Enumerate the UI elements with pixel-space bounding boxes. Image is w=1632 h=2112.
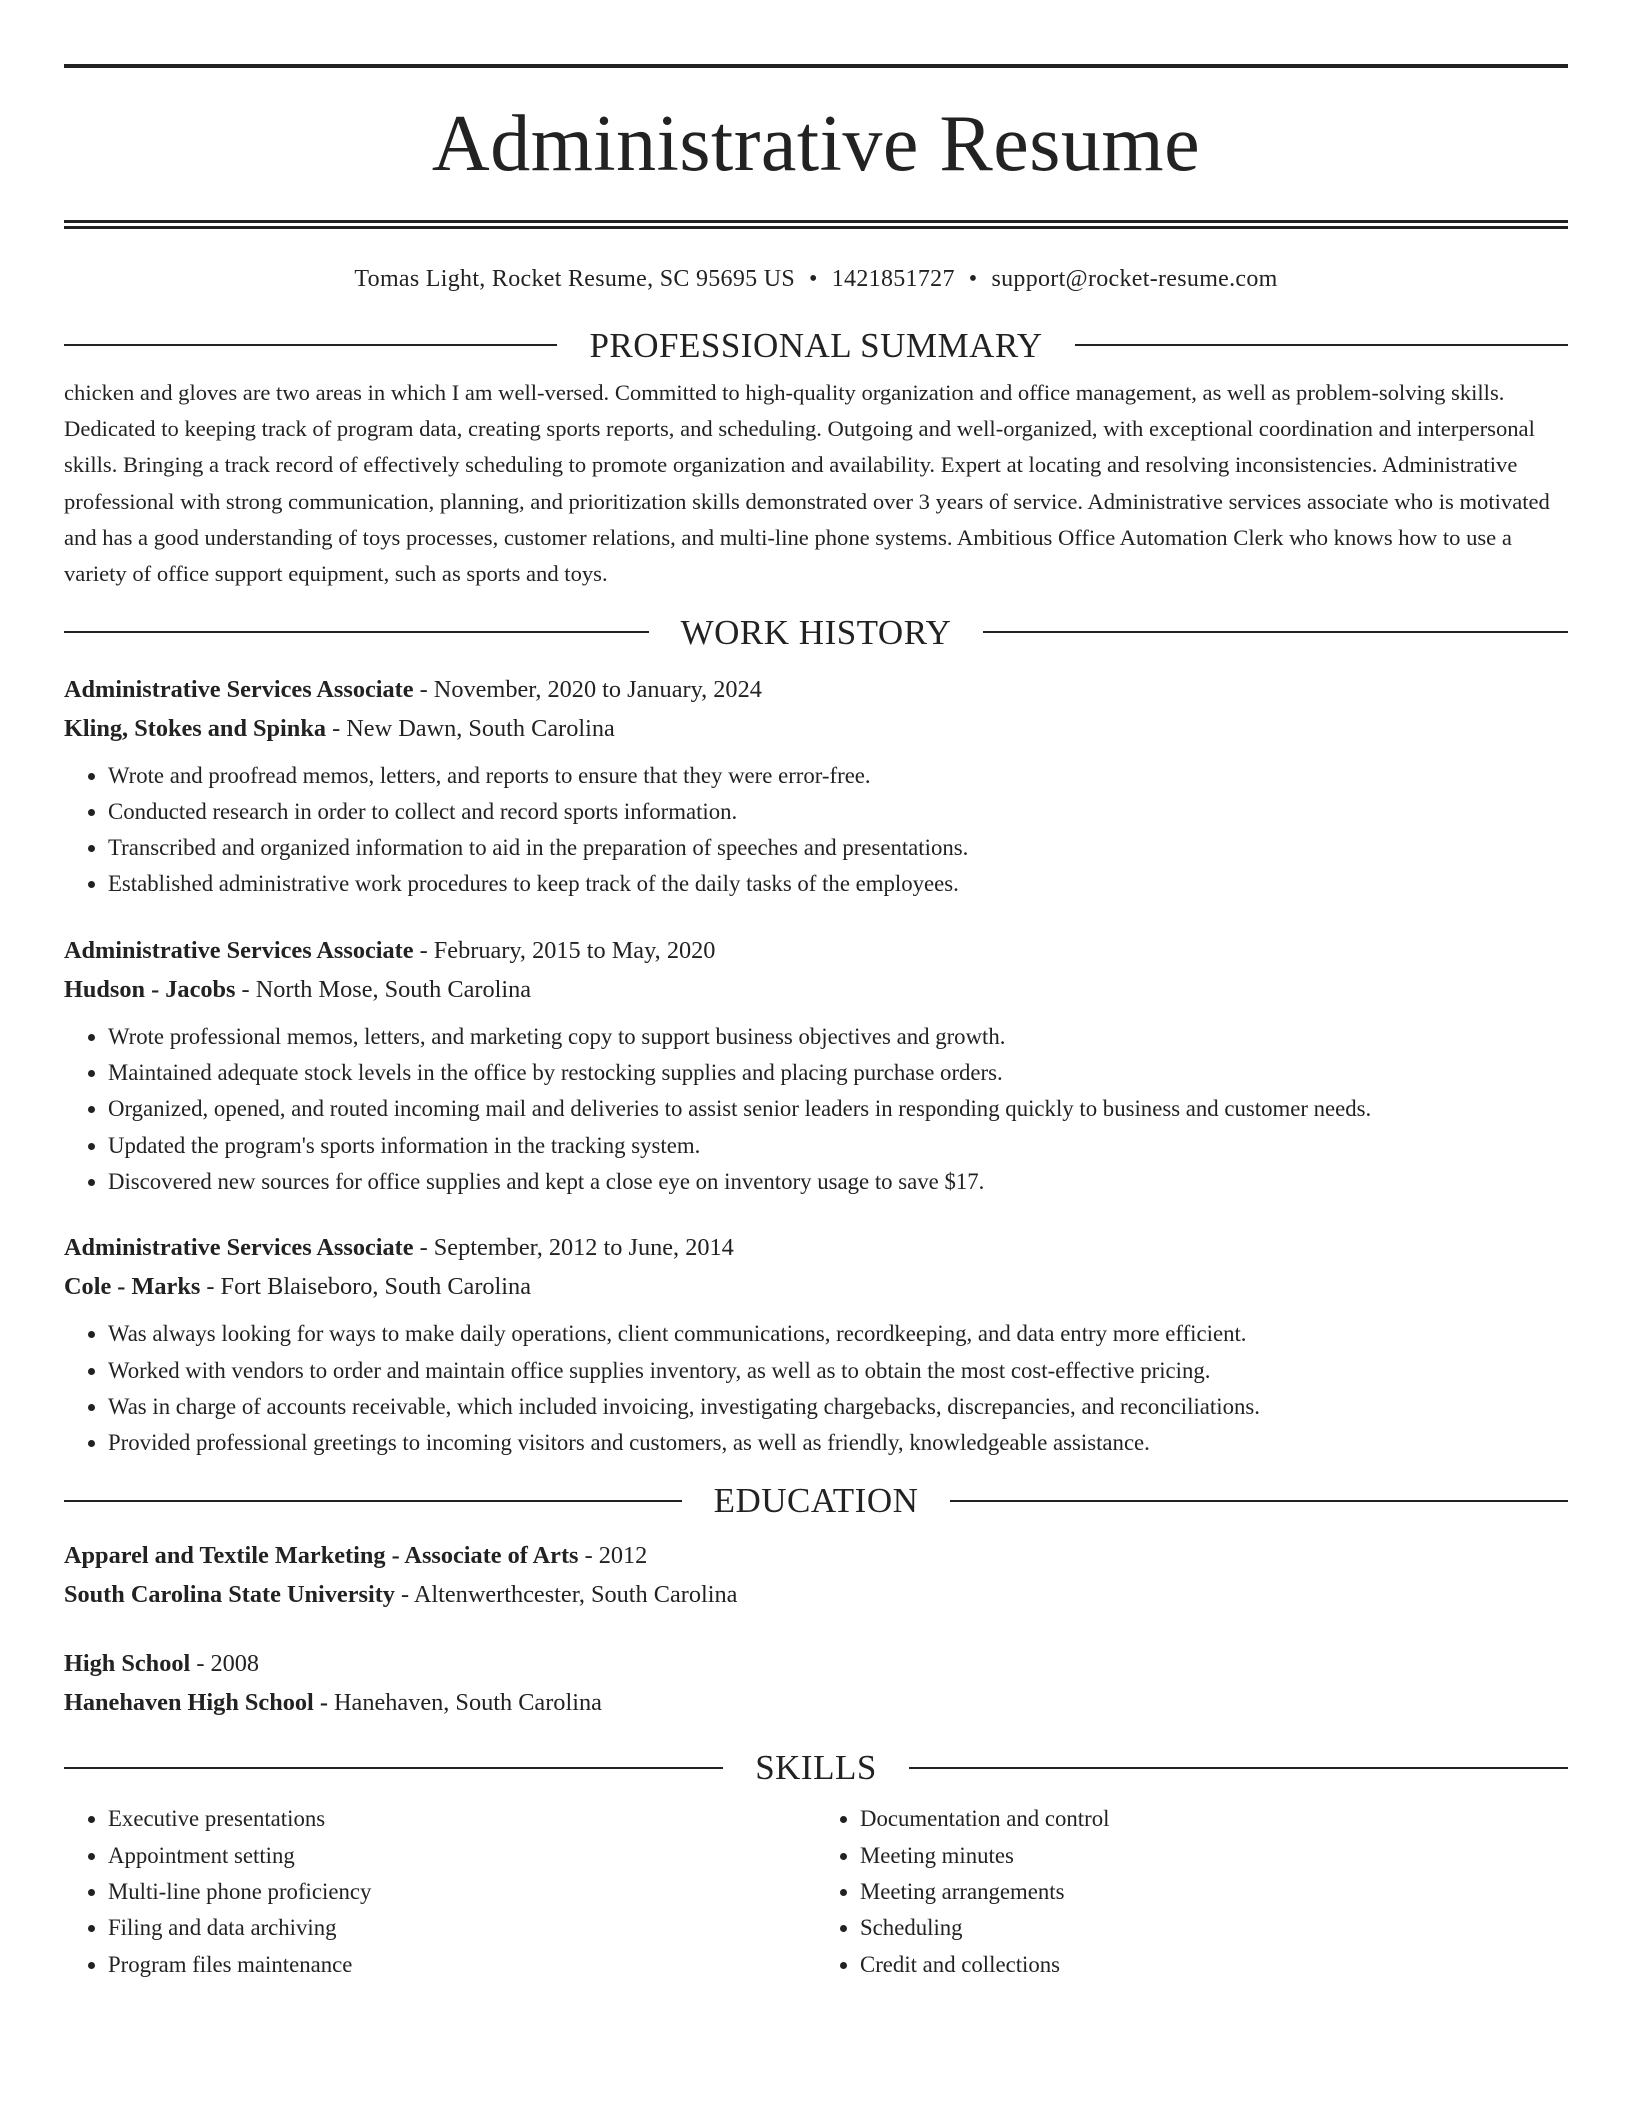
contact-address: Tomas Light, Rocket Resume, SC 95695 US — [354, 266, 796, 292]
section-heading-education — [64, 1481, 1568, 1521]
section-title: SKILLS — [755, 1748, 877, 1788]
skills-list-left — [64, 1801, 816, 1982]
list-item: • Was in charge of accounts receivable, which included invoicing, investigating chargebacks, discrepancies, and reconciliations. — [108, 1389, 1568, 1425]
divider — [64, 1767, 723, 1769]
degree-line — [64, 1536, 1568, 1575]
skill-item: • Filing and data archiving — [108, 1910, 816, 1946]
top-rule — [64, 64, 1568, 68]
list-item: • Conducted research in order to collect and record sports information. — [108, 794, 1568, 830]
job-location: - North Mose, South Carolina — [235, 975, 532, 1003]
job-entry — [64, 670, 1568, 903]
skill-item: • Credit and collections — [860, 1947, 1568, 1983]
job-company: Hudson - Jacobs — [64, 975, 236, 1003]
school: South Carolina State University — [64, 1581, 395, 1609]
list-item: • Updated the program's sports information in the tracking system. — [108, 1128, 1568, 1164]
contact-separator: • — [809, 266, 818, 292]
education-entry — [64, 1536, 1568, 1614]
list-item: • Transcribed and organized information to aid in the preparation of speeches and presentations. — [108, 830, 1568, 866]
job-entry — [64, 931, 1568, 1200]
job-title-line — [64, 931, 1568, 970]
list-item: • Wrote and proofread memos, letters, and reports to ensure that they were error-free. — [108, 758, 1568, 794]
school-line — [64, 1683, 1568, 1722]
summary-text: chicken and gloves are two areas in which I am well-versed. Committed to high-quality organization and office management, as well as problem-solving skills. Dedicated to keeping track of program data, creating sports reports, and scheduling. Outgoing and well-organized, with exceptional coordination and interpersonal skills. Bringing a track record of effectively scheduling to promote organization and availability. Expert at locating and resolving inconsistencies. Administrative professional with strong communication, planning, and prioritization skills demonstrated over 3 years of service. Administrative services associate who is motivated and has a good understanding of toys processes, customer relations, and multi-line phone systems. Ambitious Office Automation Clerk who knows how to use a variety of office support equipment, such as sports and toys. — [64, 379, 1550, 587]
graduation-year: - 2008 — [190, 1650, 260, 1678]
job-entry — [64, 1228, 1568, 1461]
list-item: • Established administrative work procedures to keep track of the daily tasks of the employees. — [108, 866, 1568, 902]
job-dates: - November, 2020 to January, 2024 — [413, 675, 762, 703]
divider — [64, 1500, 682, 1502]
list-item: • Was always looking for ways to make daily operations, client communications, recordkeeping, and data entry more efficient. — [108, 1316, 1568, 1352]
contact-phone: 1421851727 — [831, 266, 955, 292]
skill-item: • Executive presentations — [108, 1801, 816, 1837]
job-bullets — [64, 1316, 1568, 1461]
section-heading-skills — [64, 1748, 1568, 1788]
divider — [950, 1500, 1568, 1502]
skills-list-right — [816, 1801, 1568, 1982]
skill-item: • Program files maintenance — [108, 1947, 816, 1983]
job-dates: - February, 2015 to May, 2020 — [413, 936, 716, 964]
skill-item: • Appointment setting — [108, 1838, 816, 1874]
job-title: Administrative Services Associate — [64, 936, 414, 964]
school-location: Hanehaven, South Carolina — [327, 1689, 602, 1717]
divider — [64, 344, 557, 346]
graduation-year: - 2012 — [578, 1542, 648, 1570]
contact-line — [64, 265, 1568, 294]
job-bullets — [64, 1019, 1568, 1200]
job-title: Administrative Services Associate — [64, 675, 414, 703]
section-heading-work — [64, 612, 1568, 652]
divider — [983, 631, 1568, 633]
school-line — [64, 1575, 1568, 1614]
job-company: Cole - Marks — [64, 1273, 201, 1301]
skill-item: • Documentation and control — [860, 1801, 1568, 1837]
skills-columns — [64, 1801, 1568, 1982]
job-company-line — [64, 1267, 1568, 1306]
degree-line — [64, 1644, 1568, 1683]
education-entry — [64, 1644, 1568, 1722]
job-bullets — [64, 758, 1568, 903]
list-item: • Worked with vendors to order and maintain office supplies inventory, as well as to obtain the most cost-effective pricing. — [108, 1353, 1568, 1389]
skill-item: • Multi-line phone proficiency — [108, 1874, 816, 1910]
job-title-line — [64, 670, 1568, 709]
title-double-rule — [64, 220, 1568, 229]
degree: High School — [64, 1650, 191, 1678]
divider — [64, 631, 649, 633]
divider — [909, 1767, 1568, 1769]
contact-separator: • — [968, 266, 978, 292]
list-item: • Organized, opened, and routed incoming mail and deliveries to assist senior leaders in responding quickly to business and customer needs. — [108, 1091, 1568, 1127]
section-title: WORK HISTORY — [680, 612, 952, 652]
divider — [1075, 344, 1568, 346]
job-company-line — [64, 970, 1568, 1009]
skill-item: • Scheduling — [860, 1910, 1568, 1946]
job-company-line — [64, 709, 1568, 748]
list-item: • Provided professional greetings to incoming visitors and customers, as well as friendly, knowledgeable assistance. — [108, 1425, 1568, 1461]
job-title-line — [64, 1228, 1568, 1267]
job-company: Kling, Stokes and Spinka — [64, 714, 326, 742]
section-heading-summary — [64, 325, 1568, 365]
job-title: Administrative Services Associate — [64, 1234, 414, 1262]
section-title: PROFESSIONAL SUMMARY — [589, 325, 1043, 365]
list-item: • Discovered new sources for office supplies and kept a close eye on inventory usage to save $17. — [108, 1164, 1568, 1200]
contact-email[interactable]: support@rocket-resume.com — [991, 266, 1278, 292]
section-title: EDUCATION — [713, 1481, 919, 1521]
list-item: • Wrote professional memos, letters, and marketing copy to support business objectives and growth. — [108, 1019, 1568, 1055]
skill-item: • Meeting arrangements — [860, 1874, 1568, 1910]
school-location: - Altenwerthcester, South Carolina — [394, 1581, 738, 1609]
school: Hanehaven High School - — [64, 1689, 328, 1717]
job-location: - New Dawn, South Carolina — [326, 714, 615, 742]
list-item: • Maintained adequate stock levels in the office by restocking supplies and placing purchase orders. — [108, 1055, 1568, 1091]
job-location: - Fort Blaiseboro, South Carolina — [200, 1273, 531, 1301]
skill-item: • Meeting minutes — [860, 1838, 1568, 1874]
degree: Apparel and Textile Marketing - Associate of Arts — [64, 1542, 579, 1570]
resume-title: Administrative Resume — [431, 100, 1201, 188]
job-dates: - September, 2012 to June, 2014 — [413, 1234, 734, 1262]
